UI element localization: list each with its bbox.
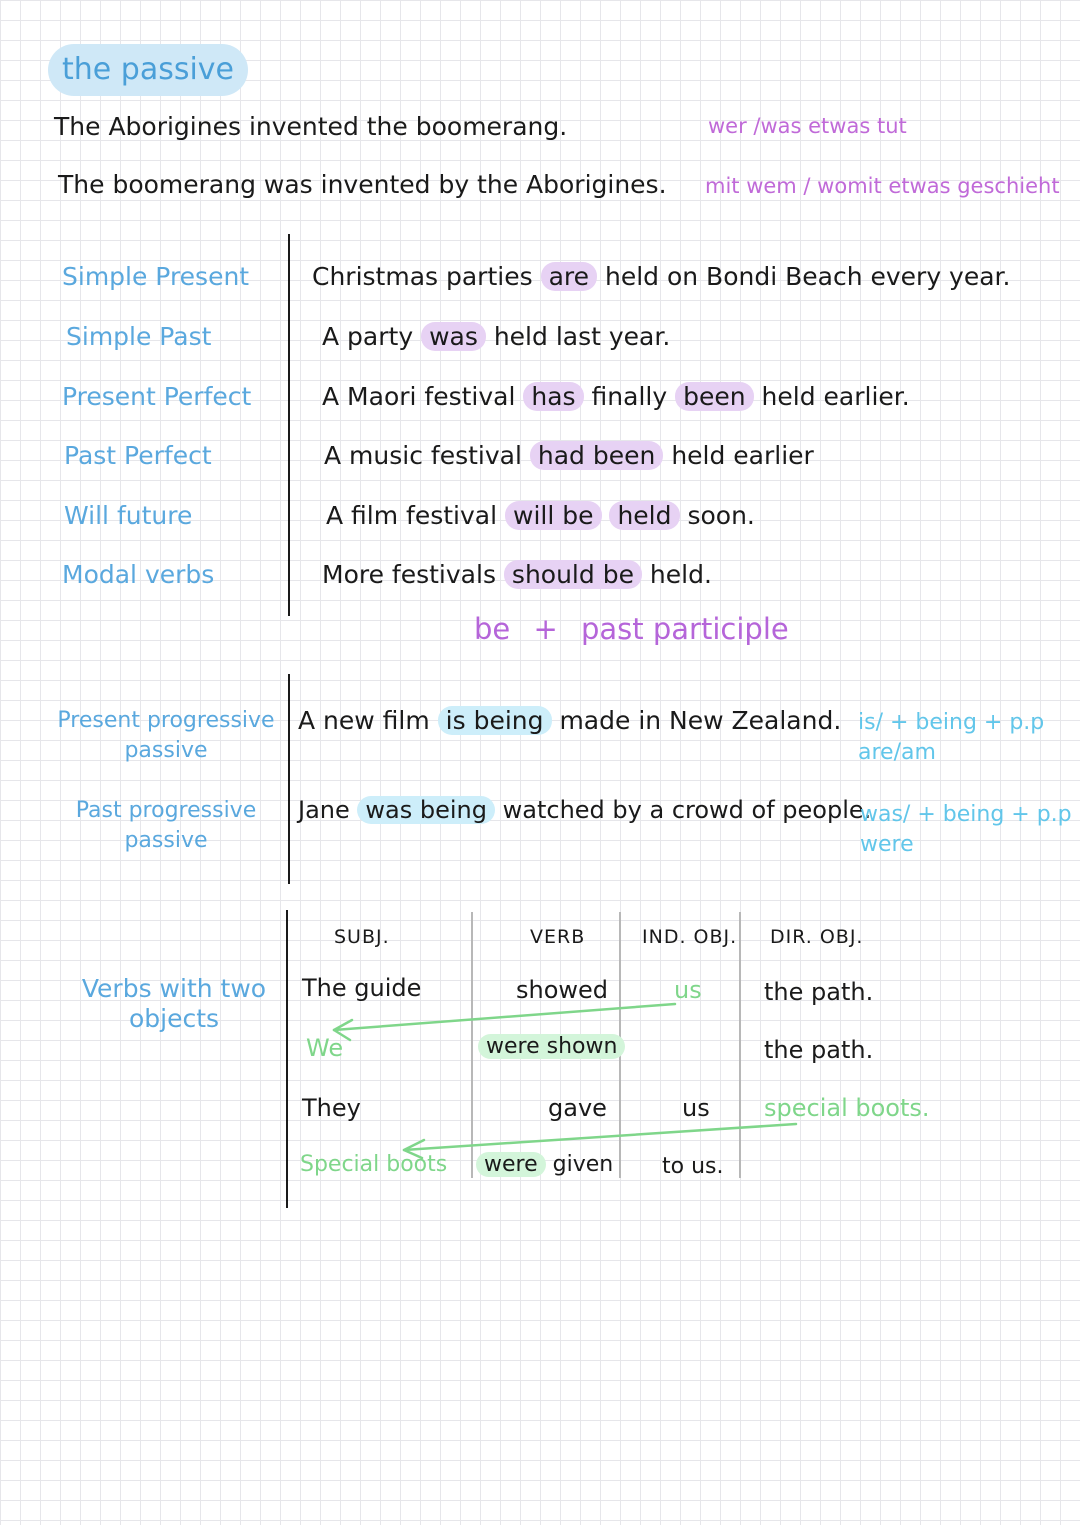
active-note: wer /was etwas tut <box>708 114 907 138</box>
arrow-boots-to-subject <box>404 1124 796 1150</box>
example-text: A film festival <box>326 501 498 530</box>
cell-indirect-object: us <box>682 1094 710 1122</box>
cell-verb: showed <box>516 976 609 1004</box>
example-text: held last year. <box>493 322 671 351</box>
label-line: Verbs with two <box>81 974 267 1003</box>
cell-subject: Special boots <box>300 1152 448 1177</box>
highlight-auxiliary: had been <box>530 441 663 470</box>
highlight-auxiliary: been <box>675 382 753 411</box>
passive-sentence: The boomerang was invented by the Aborigines. <box>58 170 667 199</box>
highlight-being: is being <box>438 706 552 735</box>
cell-verb: gave <box>548 1094 607 1122</box>
example-text: held earlier. <box>761 382 910 411</box>
example-text: held on Bondi Beach every year. <box>604 262 1011 291</box>
note-line: are/am <box>858 740 936 765</box>
highlight-passive-verb: were shown <box>478 1034 625 1059</box>
highlight-passive-verb: were <box>476 1152 546 1177</box>
cell-direct-object: special boots. <box>764 1094 930 1122</box>
tense-label-present-perfect: Present Perfect <box>62 382 252 411</box>
label-line: passive <box>124 828 208 853</box>
example-text: More festivals <box>322 560 496 589</box>
formula-plus: + <box>533 612 558 646</box>
formula-past-participle: past participle <box>581 612 789 646</box>
note-line: were <box>860 832 914 857</box>
example-text: A Maori festival <box>322 382 516 411</box>
header-indirect-object: IND. OBJ. <box>642 926 738 948</box>
note-line: was/ + being + p.p <box>860 802 1072 827</box>
tense-label-past-perfect: Past Perfect <box>64 441 212 470</box>
verb-text: given <box>552 1152 614 1177</box>
note-line: is/ + being + p.p <box>858 710 1045 735</box>
page-title: the passive <box>48 44 248 96</box>
highlight-auxiliary: has <box>523 382 583 411</box>
formula-be: be <box>474 612 511 646</box>
tense-label-simple-present: Simple Present <box>62 262 250 291</box>
example-text: held. <box>649 560 712 589</box>
tense-label-will-future: Will future <box>64 501 193 530</box>
cell-subject: We <box>306 1034 344 1062</box>
example-text: Christmas parties <box>312 262 533 291</box>
example-text: held earlier <box>671 441 814 470</box>
highlight-auxiliary: held <box>609 501 679 530</box>
highlight-being: was being <box>357 796 495 824</box>
cell-subject: The guide <box>302 974 422 1002</box>
label-line: objects <box>128 1004 220 1033</box>
highlight-auxiliary: was <box>421 322 486 351</box>
label-line: passive <box>124 738 208 763</box>
highlight-auxiliary: will be <box>505 501 601 530</box>
tense-label-modal-verbs: Modal verbs <box>62 560 215 589</box>
cell-direct-object: the path. <box>764 1036 874 1064</box>
example-text: made in New Zealand. <box>559 706 842 735</box>
highlight-auxiliary: should be <box>504 560 642 589</box>
cell-indirect-object: to us. <box>662 1154 724 1179</box>
active-sentence: The Aborigines invented the boomerang. <box>54 112 568 141</box>
highlight-auxiliary: are <box>541 262 597 291</box>
example-text: soon. <box>687 501 755 530</box>
arrow-us-to-we <box>334 1004 675 1030</box>
label-line: Past progressive <box>75 798 257 823</box>
example-text: watched by a crowd of people. <box>502 796 872 824</box>
header-verb: VERB <box>530 926 586 948</box>
example-text: finally <box>591 382 668 411</box>
example-text: Jane <box>298 796 350 824</box>
cell-direct-object: the path. <box>764 978 874 1006</box>
cell-indirect-object: us <box>674 976 702 1004</box>
example-text: A new film <box>298 706 430 735</box>
cell-subject: They <box>302 1094 361 1122</box>
header-direct-object: DIR. OBJ. <box>770 926 864 948</box>
label-line: Present progressive <box>57 708 275 733</box>
passive-note: mit wem / womit etwas geschieht <box>705 174 1060 198</box>
header-subject: SUBJ. <box>334 926 390 948</box>
example-text: A music festival <box>324 441 522 470</box>
example-text: A party <box>322 322 414 351</box>
tense-label-simple-past: Simple Past <box>66 322 212 351</box>
